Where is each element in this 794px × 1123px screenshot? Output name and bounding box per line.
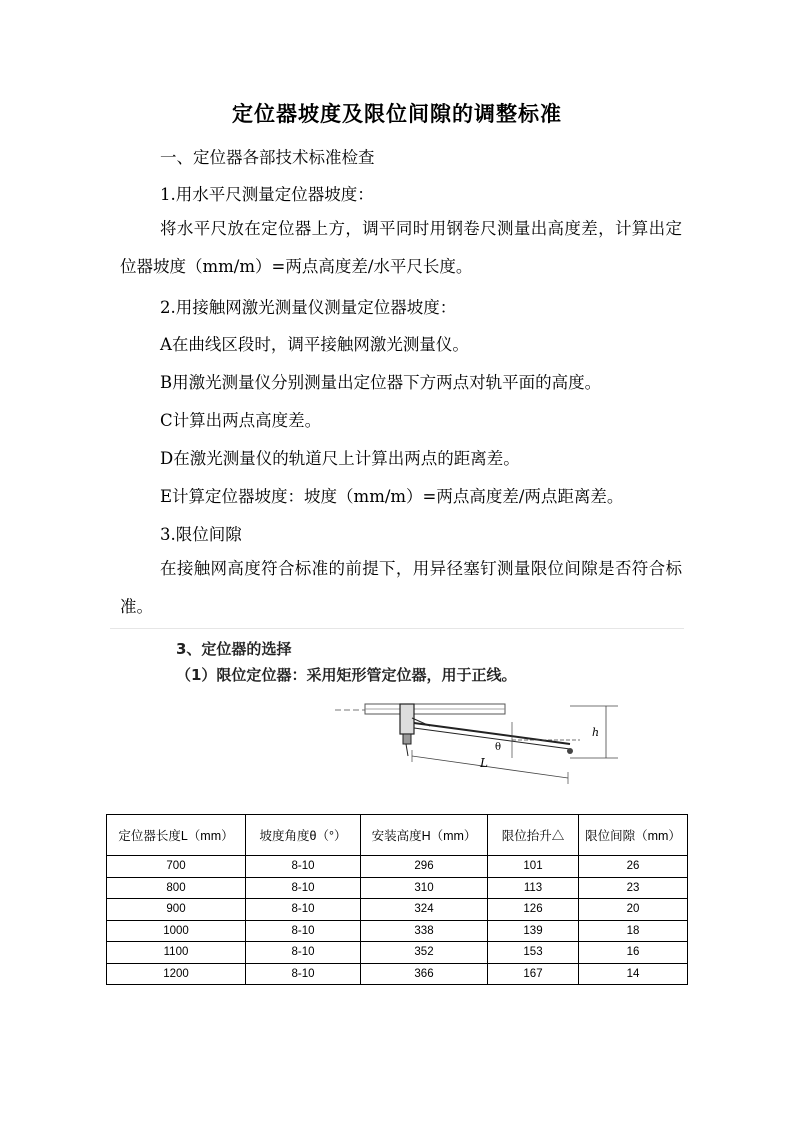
table-cell: 16 <box>579 942 688 964</box>
item-3-body: 在接触网高度符合标准的前提下，用异径塞钉测量限位间隙是否符合标准。 <box>120 559 682 616</box>
table-cell: 167 <box>488 963 579 985</box>
table-cell: 352 <box>361 942 488 964</box>
table-cell: 20 <box>579 899 688 921</box>
table-cell: 26 <box>579 856 688 878</box>
table-row <box>107 877 688 899</box>
table-cell: 8-10 <box>246 899 361 921</box>
steady-arm-bar <box>412 718 573 754</box>
section-1-heading: 一、定位器各部技术标准检查 <box>160 148 375 167</box>
table-cell: 18 <box>579 920 688 942</box>
table-cell: 8-10 <box>246 920 361 942</box>
table-cell: 296 <box>361 856 488 878</box>
document-title: 定位器坡度及限位间隙的调整标准 <box>232 102 562 126</box>
table-cell: 1200 <box>107 963 246 985</box>
table-cell: 8-10 <box>246 877 361 899</box>
table-row <box>107 856 688 878</box>
table-header-cell: 定位器长度L（mm） <box>107 815 246 856</box>
table-cell: 8-10 <box>246 963 361 985</box>
item-2-step-e: E计算定位器坡度：坡度（mm/m）=两点高度差/两点距离差。 <box>160 487 624 506</box>
table-cell: 153 <box>488 942 579 964</box>
table-cell: 324 <box>361 899 488 921</box>
dimension-l-label: L <box>480 756 488 770</box>
item-2-step-b: B用激光测量仪分别测量出定位器下方两点对轨平面的高度。 <box>160 373 602 392</box>
table-cell: 800 <box>107 877 246 899</box>
steady-arm-spec-table <box>106 814 688 985</box>
table-header-cell: 限位间隙（mm） <box>579 815 688 856</box>
angle-theta-label: θ <box>495 742 502 753</box>
table-row <box>107 899 688 921</box>
support-tube <box>335 704 505 714</box>
table-cell: 1000 <box>107 920 246 942</box>
item-2-step-c: C计算出两点高度差。 <box>160 411 322 430</box>
section-3-subheading: （1）限位定位器：采用矩形管定位器，用于正线。 <box>176 666 517 684</box>
table-cell: 113 <box>488 877 579 899</box>
table-row <box>107 942 688 964</box>
table-cell: 101 <box>488 856 579 878</box>
table-cell: 8-10 <box>246 942 361 964</box>
table-cell: 338 <box>361 920 488 942</box>
table-header-cell: 坡度角度θ（°） <box>246 815 361 856</box>
table-cell: 310 <box>361 877 488 899</box>
item-3-heading: 3.限位间隙 <box>160 525 242 544</box>
table-header-row <box>107 815 688 856</box>
item-1-heading: 1.用水平尺测量定位器坡度： <box>160 185 374 204</box>
section-divider <box>110 628 684 629</box>
table-cell: 14 <box>579 963 688 985</box>
table-cell: 1100 <box>107 942 246 964</box>
dimension-lines <box>412 706 618 784</box>
steady-arm-clamp <box>400 704 414 756</box>
table-cell: 366 <box>361 963 488 985</box>
item-2-heading: 2.用接触网激光测量仪测量定位器坡度： <box>160 298 457 317</box>
table-cell: 700 <box>107 856 246 878</box>
item-2-step-d: D在激光测量仪的轨道尺上计算出两点的距离差。 <box>160 449 520 468</box>
table-cell: 900 <box>107 899 246 921</box>
table-cell: 23 <box>579 877 688 899</box>
table-header-cell: 限位抬升△ <box>488 815 579 856</box>
steady-arm-diagram <box>330 696 620 796</box>
item-2-step-a: A在曲线区段时，调平接触网激光测量仪。 <box>160 335 469 354</box>
table-cell: 8-10 <box>246 856 361 878</box>
table-cell: 126 <box>488 899 579 921</box>
table-header-cell: 安装高度H（mm） <box>361 815 488 856</box>
table-row <box>107 920 688 942</box>
section-3-heading: 3、定位器的选择 <box>176 640 292 658</box>
table-row <box>107 963 688 985</box>
table-cell: 139 <box>488 920 579 942</box>
item-1-body: 将水平尺放在定位器上方，调平同时用钢卷尺测量出高度差，计算出定位器坡度（mm/m）=两点高度差/水平尺长度。 <box>120 219 682 276</box>
dimension-h-label: h <box>592 726 600 739</box>
